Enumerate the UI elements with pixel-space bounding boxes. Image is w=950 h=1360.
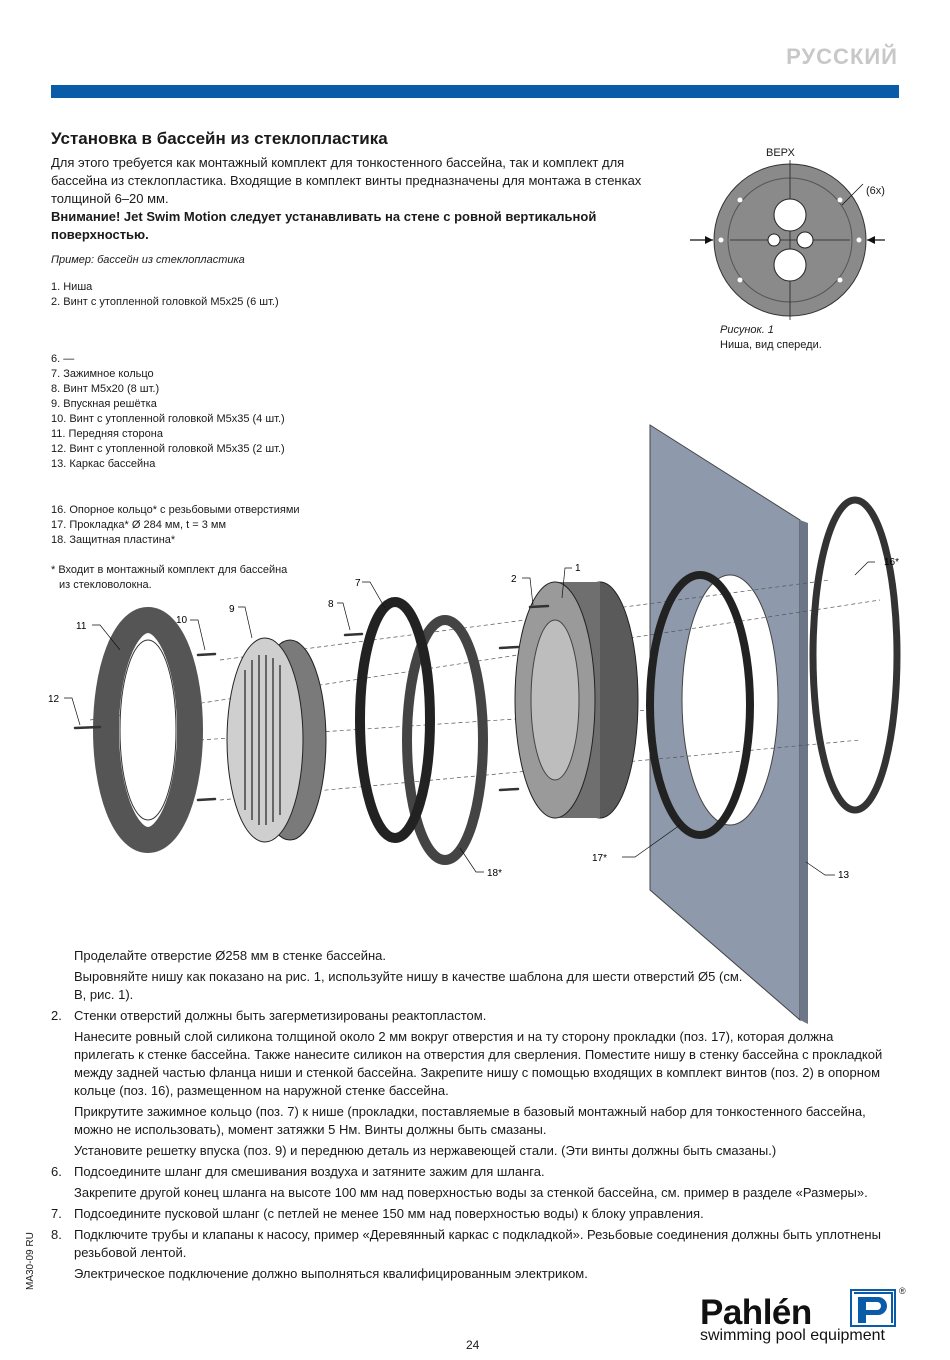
- step-text: Подсоедините пусковой шланг (с петлей не менее 150 мм над поверхностью воды) к блоку управления.: [74, 1206, 704, 1221]
- page-number: 24: [466, 1338, 480, 1352]
- language-label: РУССКИЙ: [786, 44, 898, 69]
- footnote-line: из стекловолокна.: [59, 579, 152, 591]
- protection-plate: [407, 620, 483, 860]
- brand-mark-icon: [850, 1289, 898, 1329]
- step-item: [51, 1184, 896, 1202]
- registered-mark: ®: [899, 1286, 906, 1296]
- section-title: Установка в бассейн из стеклопластика: [51, 129, 388, 148]
- example-caption: Пример: бассейн из стеклопластика: [51, 254, 245, 266]
- brand-tagline: swimming pool equipment: [700, 1327, 885, 1344]
- label-2: 2: [511, 574, 517, 585]
- step-item: [51, 1163, 896, 1181]
- figure1-caption: [720, 323, 822, 353]
- step-text: Подключите трубы и клапаны к насосу, пример «Деревянный каркас с подкладкой». Резьбовые соединения должны быть уплотнены резьбовой лентой.: [74, 1227, 881, 1260]
- label-8: 8: [328, 599, 334, 610]
- installation-steps: [51, 947, 896, 1286]
- step-text: Проделайте отверстие Ø258 мм в стенке бассейна.: [74, 948, 387, 963]
- list-item: 17. Прокладка* Ø 284 мм, t = 3 мм: [51, 519, 227, 531]
- step-text: Прикрутите зажимное кольцо (поз. 7) к нише (прокладки, поставляемые в базовый монтажный набор для тонкостенного бассейна, можно не использовать), момент затяжки 5 Нм. Винты должны быть смазаны.: [74, 1104, 866, 1137]
- support-ring: [813, 500, 900, 810]
- brand-name: Pahlén: [700, 1293, 812, 1332]
- label-18: 18*: [487, 868, 503, 879]
- step-text: Электрическое подключение должно выполняться квалифицированным электриком.: [74, 1266, 588, 1281]
- step-text: Подсоедините шланг для смешивания воздуха и затяните зажим для шланга.: [74, 1164, 545, 1179]
- step-text: Выровняйте нишу как показано на рис. 1, используйте нишу в качестве шаблона для шести отверстий Ø5 (см. B, рис. 1).: [74, 969, 743, 1002]
- step-text: Установите решетку впуска (поз. 9) и переднюю деталь из нержавеющей стали. (Эти винты должны быть смазаны.): [74, 1143, 777, 1158]
- document-id: MA30-09 RU: [25, 1232, 36, 1290]
- figure1-count-label: (6x): [866, 185, 885, 197]
- list-item: 11. Передняя сторона: [51, 428, 163, 440]
- step-item: [51, 1142, 896, 1160]
- list-item: 18. Защитная пластина*: [51, 534, 176, 546]
- step-item: [51, 1103, 896, 1139]
- step-item: [51, 1007, 896, 1025]
- step-item: [51, 1028, 896, 1100]
- figure1-caption-title: Рисунок. 1: [720, 324, 774, 336]
- list-item: 10. Винт с утопленной головкой M5x35 (4 шт.): [51, 413, 285, 425]
- list-item: 12. Винт с утопленной головкой M5x35 (2 шт.): [51, 443, 285, 455]
- list-item: 6. —: [51, 353, 75, 365]
- step-text: Нанесите ровный слой силикона толщиной около 2 мм вокруг отверстия и на ту сторону прокладки (поз. 17), которая должна прилегать к стенке бассейна. Также нанесите силикон на отверстия для сверления. Поместите нишу в стенку бассейна с прокладкой между задней частью фланца ниши и стенкой бассейна. Закрепите нишу с помощью входящих в комплект винтов (поз. 2) в опорном кольце (поз. 16), размещенном на наружной стенке бассейна.: [74, 1029, 883, 1098]
- label-10: 10: [176, 615, 188, 626]
- label-16: 16*: [884, 557, 900, 568]
- label-9: 9: [229, 604, 235, 615]
- list-item: 2. Винт с утопленной головкой M5x25 (6 шт.): [51, 296, 279, 308]
- figure1-niche-front-view: [685, 160, 885, 330]
- list-item: 7. Зажимное кольцо: [51, 368, 154, 380]
- label-12: 12: [48, 694, 60, 705]
- step-text: Закрепите другой конец шланга на высоте 100 мм над поверхностью воды за стенкой бассейна, см. пример в разделе «Размеры».: [74, 1185, 868, 1200]
- label-11: 11: [76, 621, 87, 632]
- step-item: [51, 1265, 896, 1283]
- step-item: [51, 1226, 896, 1262]
- step-number: 7.: [51, 1206, 62, 1221]
- list-item: 1. Ниша: [51, 281, 93, 293]
- step-number: 2.: [51, 1008, 62, 1023]
- step-number: 6.: [51, 1164, 62, 1179]
- list-item: 8. Винт M5x20 (8 шт.): [51, 383, 160, 395]
- intro-text: Для этого требуется как монтажный комплект для тонкостенного бассейна, так и комплект для бассейна из стеклопластика. Входящие в комплект винты предназначены для монтажа в стенках толщиной 6–20 мм.: [51, 155, 642, 206]
- inlet-grille: [227, 638, 303, 842]
- list-item: 16. Опорное кольцо* с резьбовыми отверстиями: [51, 504, 300, 516]
- warning-text: Внимание! Jet Swim Motion следует устанавливать на стене с ровной вертикальной поверхностью.: [51, 209, 597, 242]
- label-13: 13: [838, 870, 850, 881]
- label-1: 1: [575, 563, 581, 574]
- figure1-top-label: ВЕРХ: [766, 147, 795, 159]
- step-item: [51, 1205, 896, 1223]
- label-17: 17*: [592, 853, 608, 864]
- step-text: Стенки отверстий должны быть загерметизированы реактопластом.: [74, 1008, 487, 1023]
- step-item: [51, 968, 754, 1004]
- list-item: 13. Каркас бассейна: [51, 458, 156, 470]
- figure1-caption-text: Ниша, вид спереди.: [720, 339, 822, 351]
- brand-logo: [700, 1287, 910, 1349]
- label-7: 7: [355, 578, 361, 589]
- step-number: 8.: [51, 1227, 62, 1242]
- list-item: 9. Впускная решётка: [51, 398, 157, 410]
- step-item: [51, 947, 896, 965]
- footnote-line: * Входит в монтажный комплект для бассейна: [51, 564, 288, 576]
- parts-list-a: [51, 280, 279, 310]
- exploded-assembly-diagram: [0, 410, 950, 930]
- header-bar: [51, 85, 899, 98]
